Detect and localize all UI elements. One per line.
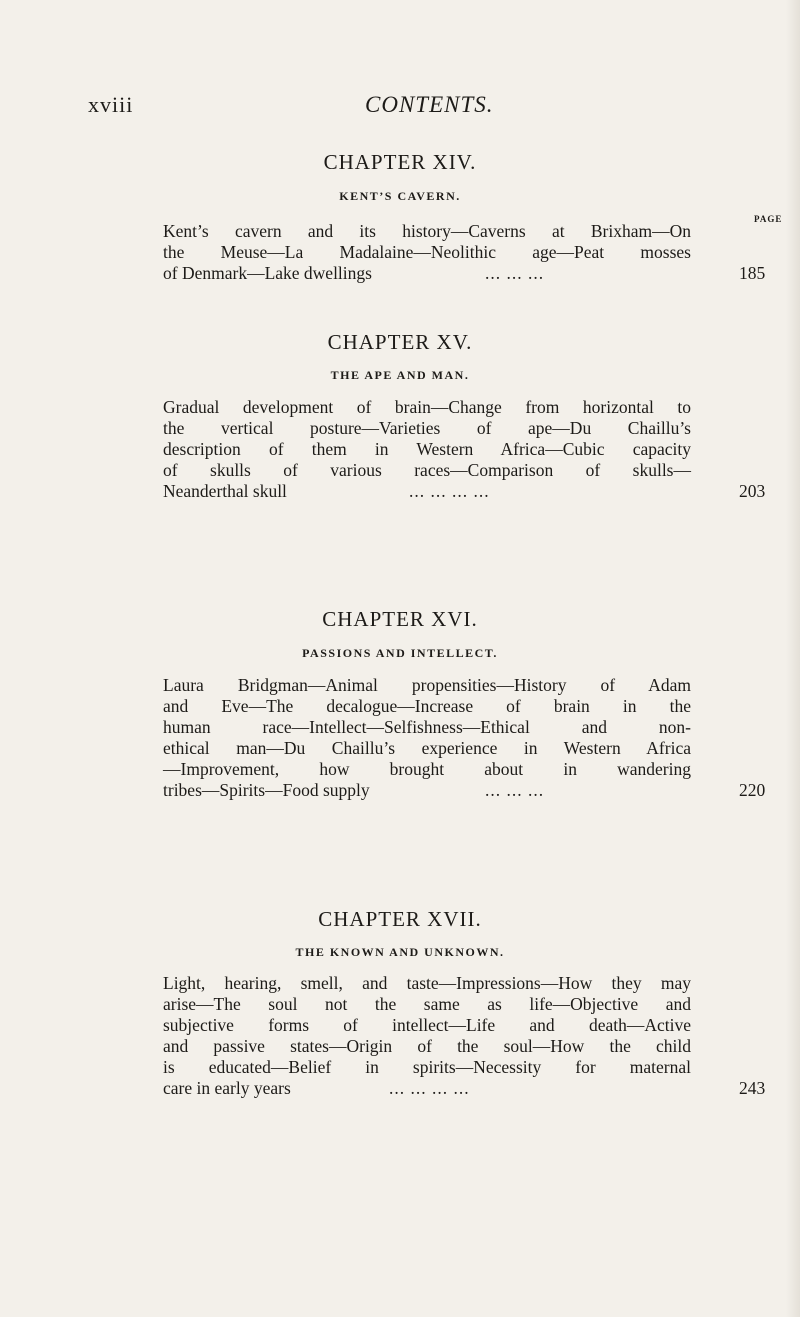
summary-line: and passive states—Origin of the soul—How the child [163, 1036, 691, 1056]
dot-leaders: ... ... ... [485, 263, 545, 283]
summary-line-text: Neanderthal skull [163, 481, 287, 501]
chapter-summary [163, 221, 766, 284]
chapter-summary [163, 675, 766, 801]
summary-line: of skulls of various races—Comparison of skulls— [163, 460, 691, 480]
page-number: 243 [739, 1078, 766, 1098]
running-head [0, 92, 800, 132]
chapter-subtitle: THE KNOWN AND UNKNOWN. [295, 945, 505, 959]
summary-line: Gradual development of brain—Change from horizontal to [163, 397, 691, 417]
summary-line-last [163, 263, 766, 284]
dot-leaders: ... ... ... ... [409, 481, 490, 501]
summary-line: the vertical posture—Varieties of ape—Du Chaillu’s [163, 418, 691, 438]
summary-line: Light, hearing, smell, and taste—Impressions—How they may [163, 973, 691, 993]
dot-leaders: ... ... ... ... [389, 1078, 470, 1098]
chapter-title: CHAPTER XV. [327, 330, 473, 354]
chapter-subtitle: THE APE AND MAN. [330, 368, 470, 382]
summary-line: ethical man—Du Chaillu’s experience in Western Africa [163, 738, 691, 758]
chapter-title: CHAPTER XVI. [322, 607, 478, 631]
summary-line: Laura Bridgman—Animal propensities—History of Adam [163, 675, 691, 695]
chapter-subtitle: PASSIONS AND INTELLECT. [302, 646, 498, 660]
summary-line: —Improvement, how brought about in wandering [163, 759, 691, 779]
summary-line: Kent’s cavern and its history—Caverns at Brixham—On [163, 221, 691, 241]
page-column-label: PAGE [754, 214, 783, 224]
summary-line-last [163, 1078, 766, 1099]
page-number: 203 [739, 481, 766, 501]
summary-line: and Eve—The decalogue—Increase of brain in the [163, 696, 691, 716]
summary-line-text: of Denmark—Lake dwellings [163, 263, 372, 283]
summary-line: is educated—Belief in spirits—Necessity for maternal [163, 1057, 691, 1077]
page-folio: xviii [88, 92, 134, 117]
page-number: 185 [739, 263, 766, 283]
summary-line: description of them in Western Africa—Cubic capacity [163, 439, 691, 459]
summary-line-text: tribes—Spirits—Food supply [163, 780, 370, 800]
chapter-subtitle: KENT’S CAVERN. [339, 189, 461, 203]
chapter-title: CHAPTER XVII. [318, 907, 482, 931]
chapter-summary [163, 973, 766, 1099]
summary-line-text: care in early years [163, 1078, 291, 1098]
summary-line-last [163, 780, 766, 801]
summary-line: subjective forms of intellect—Life and death—Active [163, 1015, 691, 1035]
chapter-title: CHAPTER XIV. [323, 150, 477, 174]
summary-line: arise—The soul not the same as life—Objective and [163, 994, 691, 1014]
running-title: CONTENTS. [365, 92, 494, 117]
dot-leaders: ... ... ... [485, 780, 545, 800]
summary-line: the Meuse—La Madalaine—Neolithic age—Peat mosses [163, 242, 691, 262]
page-number: 220 [739, 780, 766, 800]
summary-line-last [163, 481, 766, 502]
chapter-summary [163, 397, 766, 502]
summary-line: human race—Intellect—Selfishness—Ethical and non- [163, 717, 691, 737]
